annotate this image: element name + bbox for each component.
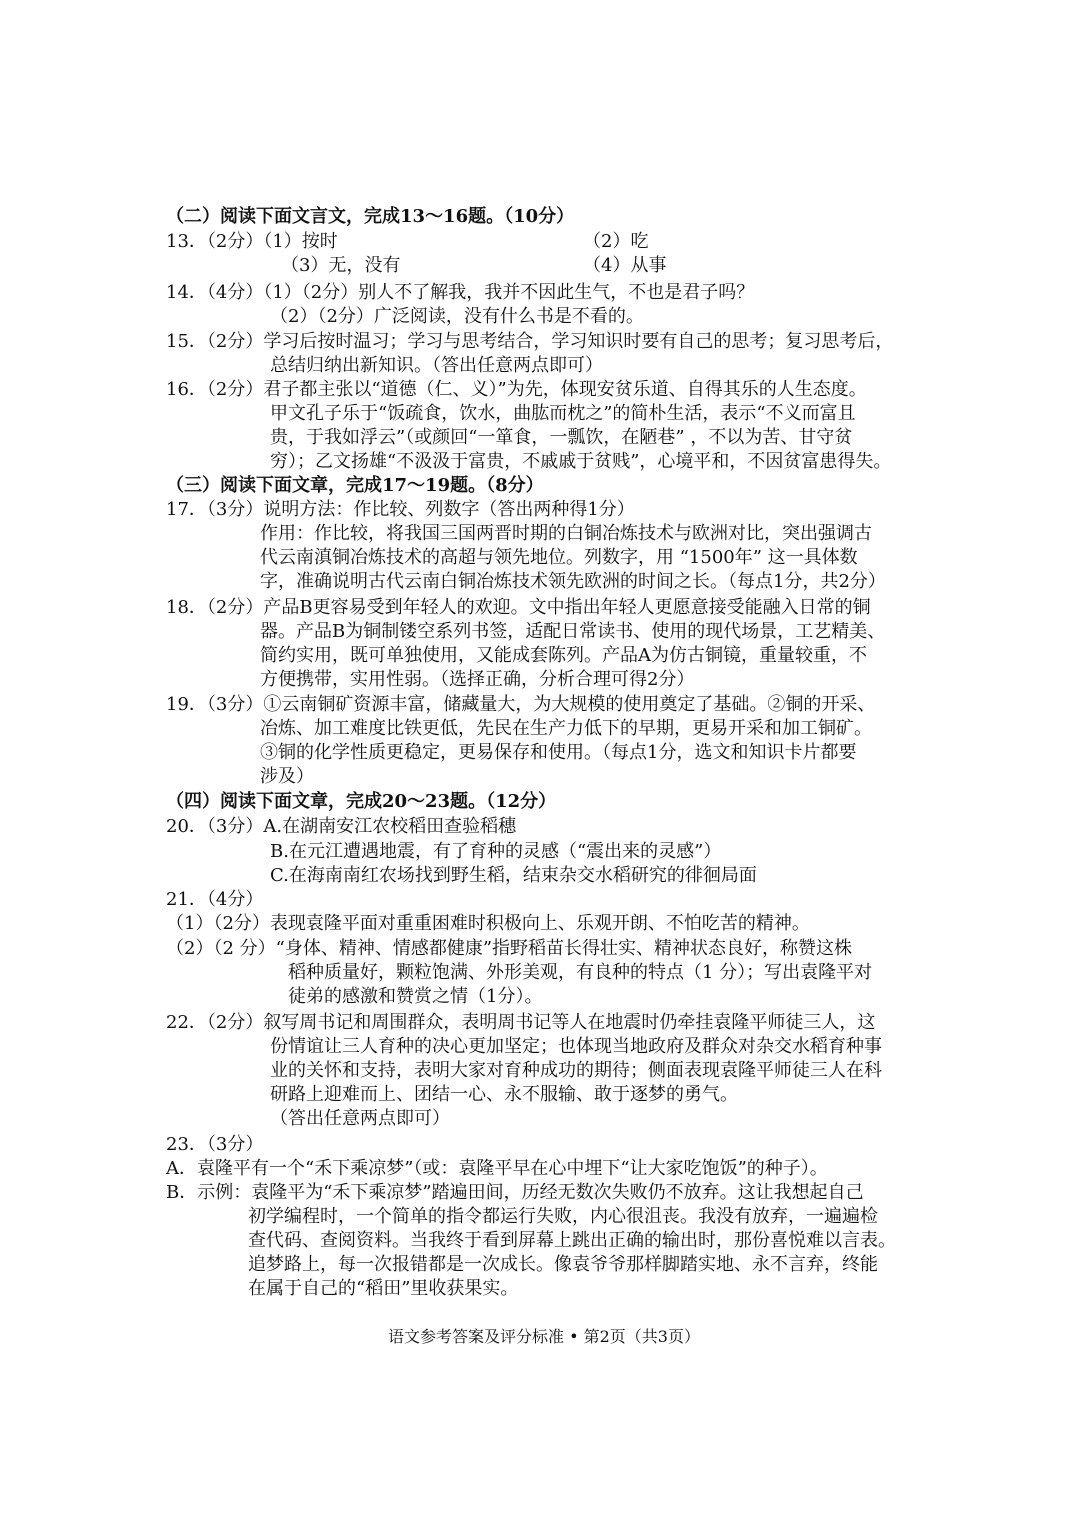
q13-answer2: （2）吃 bbox=[583, 231, 649, 252]
page-footer: 语文参考答案及评分标准 • 第2页（共3页） bbox=[388, 1327, 700, 1346]
q19-line4: 涉及） bbox=[260, 766, 314, 787]
q20-line2: B.在元江遭遇地震，有了育种的灵感（“震出来的灵感”） bbox=[270, 841, 722, 862]
q17-line3: 代云南滇铜冶炼技术的高超与领先地位。列数字，用 “1500年” 这一具体数 bbox=[260, 547, 858, 568]
q20-line3: C.在海南南红农场找到野生稻，结束杂交水稻研究的徘徊局面 bbox=[270, 865, 757, 886]
q21-line5: 徒弟的感激和赞赏之情（1分）。 bbox=[288, 986, 543, 1007]
q18-line3: 简约实用，既可单独使用，又能成套陈列。产品A为仿古铜镜，重量较重，不 bbox=[260, 645, 867, 666]
q16-line1: 16．（2分）君子都主张以“道德（仁、义）”为先，体现安贫乐道、自得其乐的人生态度。 bbox=[166, 379, 867, 400]
q21-line3: （2）（2 分）“身体、精神、情感都健康”指野稻苗长得壮实、精神状态良好，称赞这株 bbox=[166, 938, 853, 959]
q14-line1: 14．（4分）（1）（2分）别人不了解我，我并不因此生气，不也是君子吗？ bbox=[166, 282, 755, 303]
q18-line1: 18．（2分）产品B更容易受到年轻人的欢迎。文中指出年轻人更愿意接受能融入日常的铜 bbox=[166, 597, 871, 618]
q17-line4: 字，准确说明古代云南白铜冶炼技术领先欧洲的时间之长。（每点1分，共2分） bbox=[260, 571, 886, 592]
q17-line2: 作用：作比较，将我国三国两晋时期的白铜冶炼技术与欧洲对比，突出强调古 bbox=[260, 523, 872, 544]
q16-line4: 穷）；乙文扬雄“不汲汲于富贵，不戚戚于贫贱”，心境平和，不因贫富患得失。 bbox=[270, 451, 892, 472]
section2-heading: （二）阅读下面文言文，完成13～16题。（10分） bbox=[166, 206, 575, 227]
q18-line2: 器。产品B为铜制镂空系列书签，适配日常读书、使用的现代场景，工艺精美、 bbox=[260, 621, 886, 642]
q16-line3: 贵，于我如浮云”（或颜回“一箪食，一瓢饮，在陋巷” ，不以为苦、甘守贫 bbox=[270, 427, 853, 448]
q21-line1: 21．（4分） bbox=[166, 889, 264, 910]
q23-answer-b-line3: 查代码、查阅资料。当我终于看到屏幕上跳出正确的输出时，那份喜悦难以言表。 bbox=[248, 1230, 896, 1251]
section3-heading: （三）阅读下面文章，完成17～19题。（8分） bbox=[166, 475, 544, 496]
q21-line4: 稻种质量好，颗粒饱满、外形美观，有良种的特点（1 分）；写出袁隆平对 bbox=[288, 962, 873, 983]
q15-line1: 15．（2分）学习后按时温习；学习与思考结合，学习知识时要有自己的思考；复习思考后， bbox=[166, 331, 894, 352]
q23-answer-b-line2: 初学编程时，一个简单的指令都运行失败，内心很沮丧。我没有放弃，一遍遍检 bbox=[248, 1206, 878, 1227]
q22-line2: 份情谊让三人育种的决心更加坚定；也体现当地政府及群众对杂交水稻育种事 bbox=[270, 1036, 882, 1057]
q13-line1: 13．（2分）（1）按时 bbox=[166, 231, 338, 252]
q13-answer3: （3）无，没有 bbox=[281, 255, 401, 276]
q13-answer4: （4）从事 bbox=[583, 255, 667, 276]
section4-heading: （四）阅读下面文章，完成20～23题。（12分） bbox=[166, 791, 557, 812]
q22-line3: 业的关怀和支持，表明大家对育种成功的期待；侧面表现袁隆平师徒三人在科 bbox=[270, 1060, 882, 1081]
q19-line1: 19．（3分）①云南铜矿资源丰富，储藏量大，为大规模的使用奠定了基础。②铜的开采、 bbox=[166, 694, 876, 715]
q17-line1: 17．（3分）说明方法：作比较、列数字（答出两种得1分） bbox=[166, 499, 635, 520]
q19-line3: ③铜的化学性质更稳定，更易保存和使用。（每点1分，选文和知识卡片都要 bbox=[260, 742, 857, 763]
q15-line2: 总结归纳出新知识。（答出任意两点即可） bbox=[270, 355, 603, 376]
q23-line1: 23．（3分） bbox=[166, 1134, 264, 1155]
q19-line2: 冶炼、加工难度比铁更低，先民在生产力低下的早期，更易开采和加工铜矿。 bbox=[260, 718, 872, 739]
q23-answer-b-line1: B．示例：袁隆平为“禾下乘凉梦”踏遍田间，历经无数次失败仍不放弃。这让我想起自己 bbox=[166, 1182, 864, 1203]
q23-answer-b-line5: 在属于自己的“稻田”里收获果实。 bbox=[248, 1278, 519, 1299]
q23-answer-a: A．袁隆平有一个“禾下乘凉梦”（或：袁隆平早在心中埋下“让大家吃饱饭”的种子）。 bbox=[166, 1158, 828, 1179]
q20-line1: 20．（3分）A.在湖南安江农校稻田查验稻穗 bbox=[166, 816, 517, 837]
q18-line4: 方便携带，实用性弱。（选择正确，分析合理可得2分） bbox=[260, 669, 695, 690]
q22-line1: 22．（2分）叙写周书记和周围群众，表明周书记等人在地震时仍牵挂袁隆平师徒三人，这 bbox=[166, 1012, 876, 1033]
q22-line4: 研路上迎难而上、团结一心、永不服输、敢于逐梦的勇气。 bbox=[270, 1084, 738, 1105]
q21-line2: （1）（2分）表现袁隆平面对重重困难时积极向上、乐观开朗、不怕吃苦的精神。 bbox=[166, 913, 810, 934]
q14-line2: （2）（2分）广泛阅读，没有什么书是不看的。 bbox=[270, 306, 644, 327]
q16-line2: 甲文孔子乐于“饭疏食，饮水，曲肱而枕之”的简朴生活，表示“不义而富且 bbox=[270, 403, 856, 424]
q23-answer-b-line4: 追梦路上，每一次报错都是一次成长。像袁爷爷那样脚踏实地、永不言弃，终能 bbox=[248, 1254, 878, 1275]
q22-line5: （答出任意两点即可） bbox=[270, 1108, 450, 1129]
